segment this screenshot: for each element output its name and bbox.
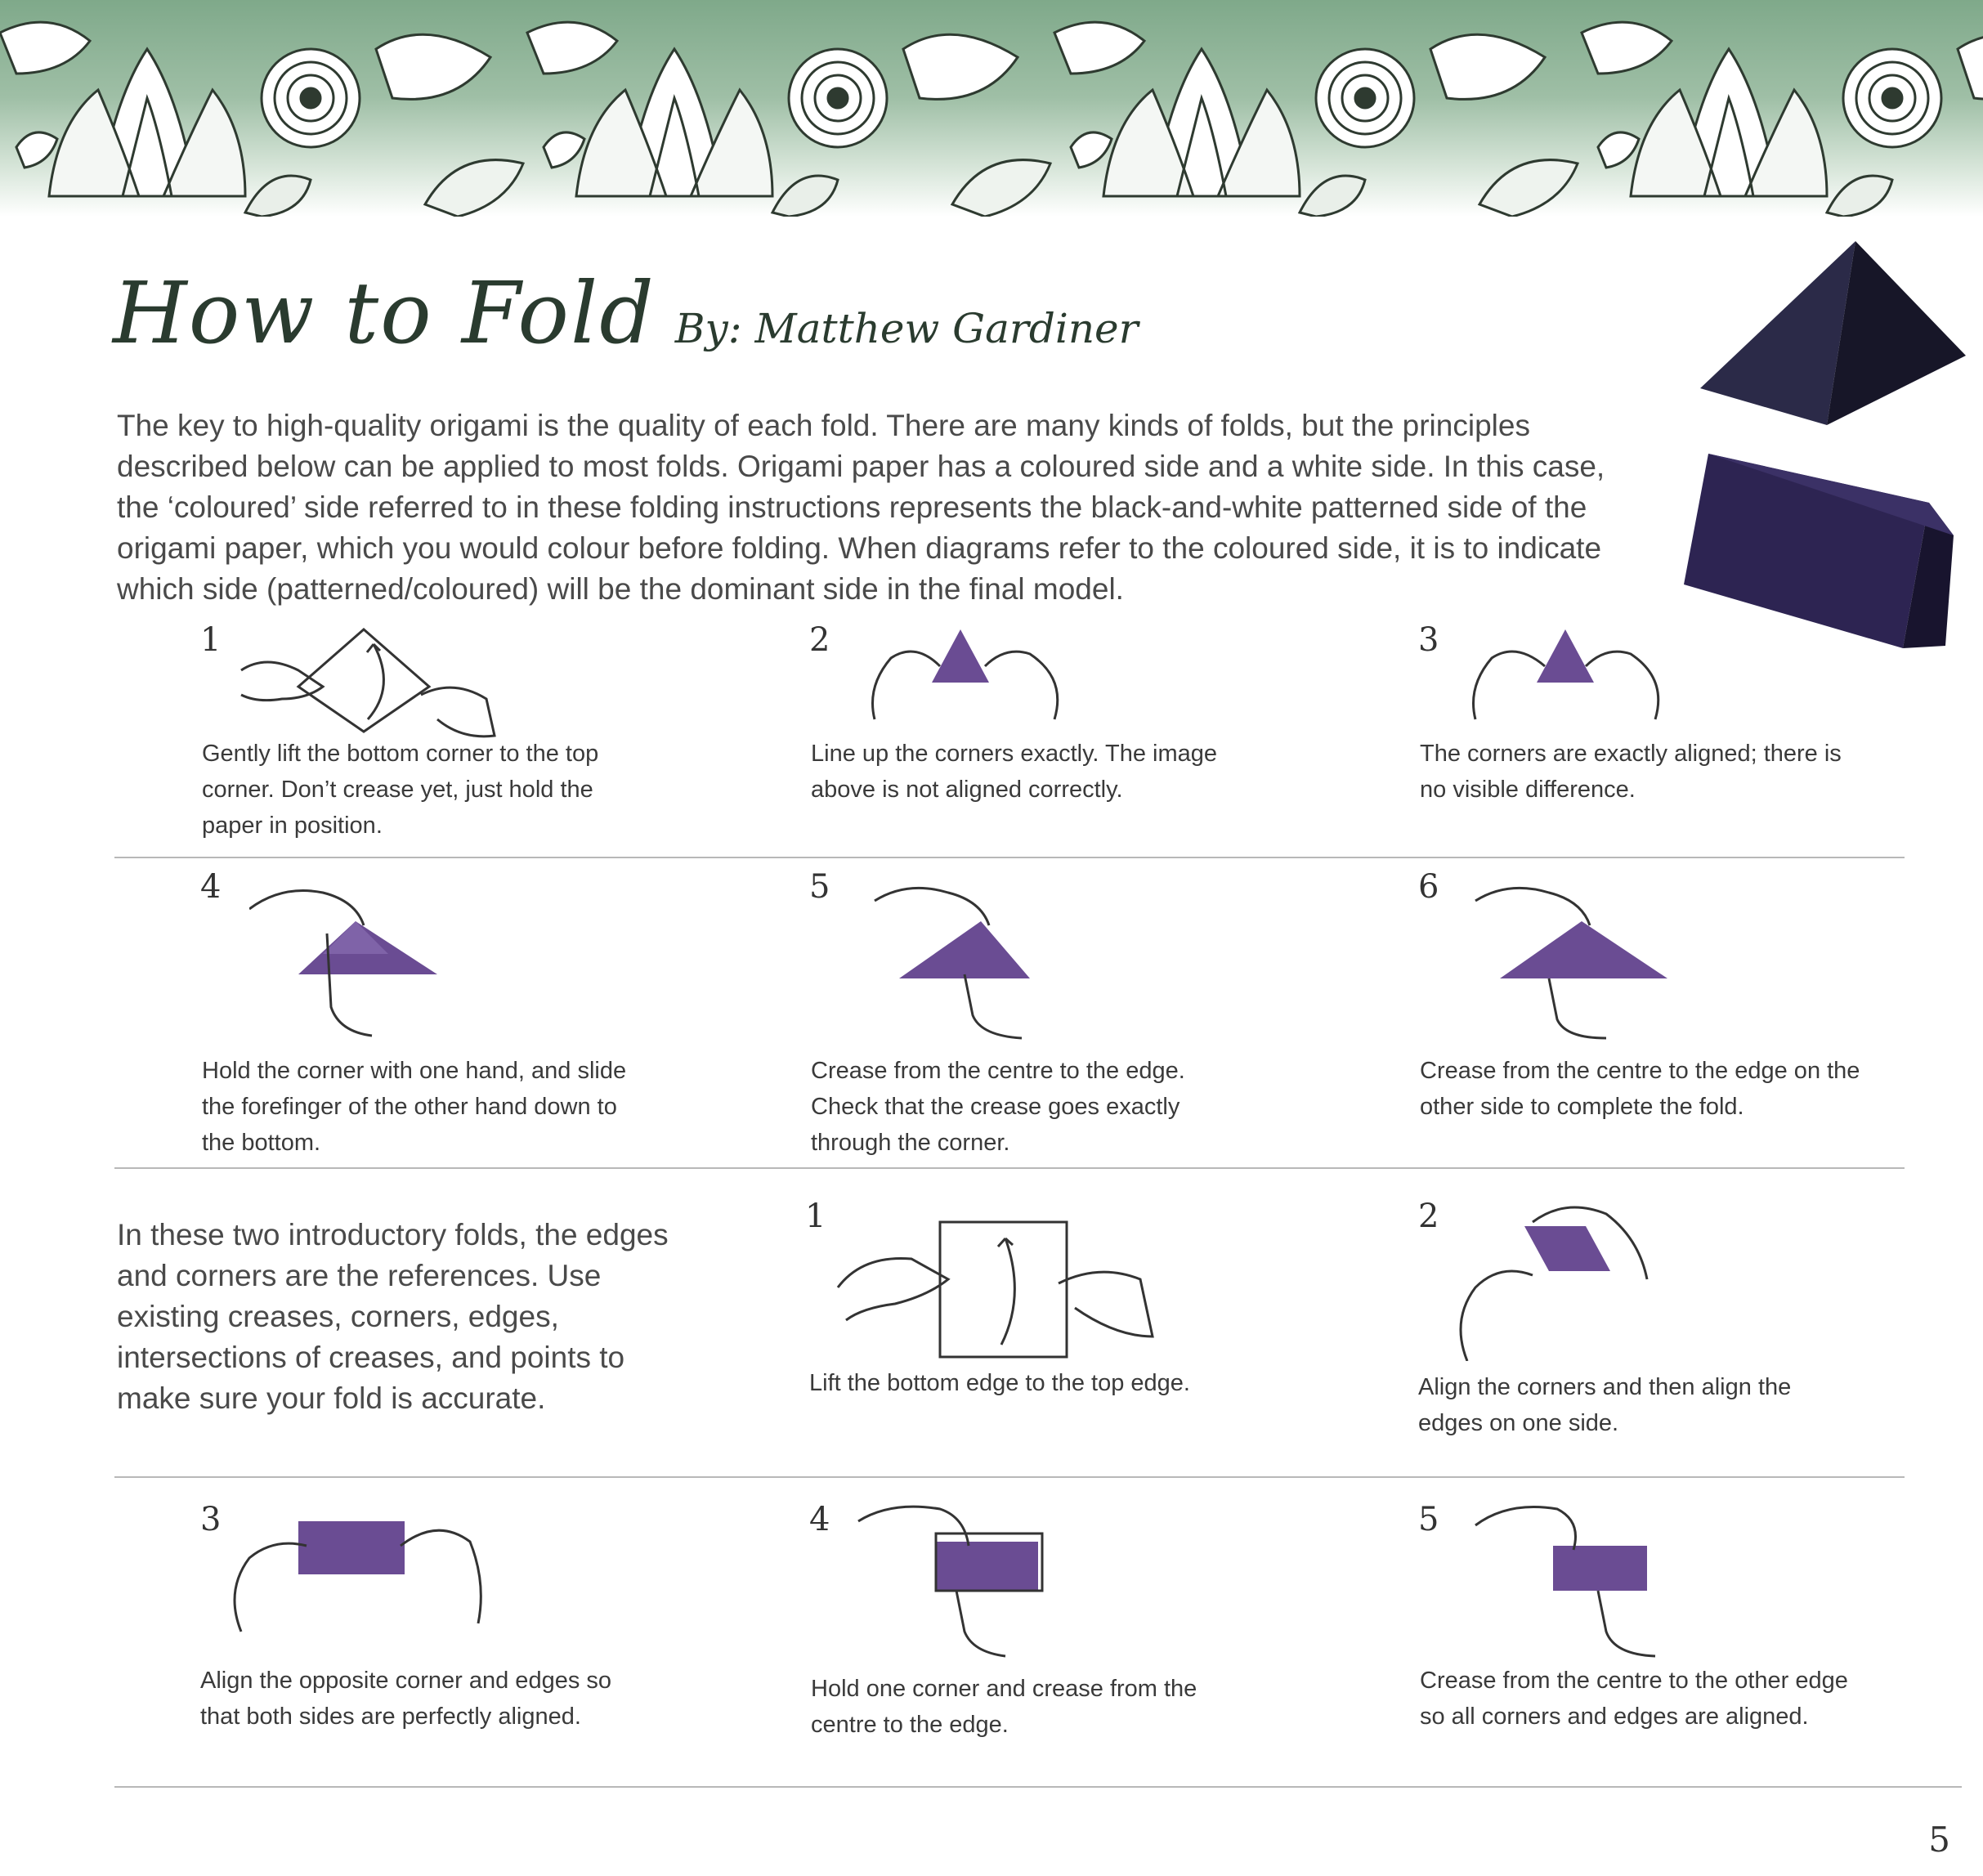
step-caption: Align the opposite corner and edges so that both sides are perfectly aligned. [200, 1668, 612, 1730]
step-caption: Crease from the centre to the edge on the other side to complete the fold. [1420, 1058, 1860, 1120]
hand-creasing-other-side-illustration [1467, 876, 1696, 1040]
step-number: 2 [809, 621, 830, 659]
hand-creasing-centre-illustration [866, 876, 1095, 1040]
section-divider [114, 857, 1905, 858]
section-divider [114, 1167, 1905, 1169]
step-caption: Hold the corner with one hand, and slide the forefinger of the other hand down to the bottom. [202, 1058, 627, 1156]
decorative-floral-banner [0, 0, 1983, 217]
step-number: 1 [200, 621, 222, 659]
step-caption: Lift the bottom edge to the top edge. [809, 1370, 1190, 1396]
hands-aligning-opposite-corner-illustration [225, 1501, 495, 1640]
step-caption: The corners are exactly aligned; there is no visible difference. [1420, 741, 1842, 803]
hand-holding-corner-illustration [850, 1501, 1095, 1664]
page-title [113, 263, 1139, 363]
section-divider [114, 1476, 1905, 1478]
title-text: How to Fold [113, 263, 656, 363]
step-number: 1 [805, 1198, 826, 1235]
step-number: 2 [1418, 1198, 1439, 1235]
prism-model [1684, 454, 1954, 648]
step-number: 4 [200, 868, 222, 906]
section-divider [114, 1786, 1962, 1788]
step-number: 5 [809, 868, 830, 906]
page-number: 5 [1928, 1820, 1950, 1860]
hands-corners-aligned-illustration [1467, 621, 1672, 728]
step-number: 6 [1418, 868, 1439, 906]
hand-creasing-other-edge-illustration [1467, 1501, 1712, 1664]
step-caption: Gently lift the bottom corner to the top corner. Don’t crease yet, just hold the paper in position. [202, 741, 599, 839]
folded-models-image [1684, 233, 1978, 666]
step-number: 3 [1418, 621, 1439, 659]
intro-paragraph: The key to high-quality origami is the quality of each fold. There are many kinds of folds, but the principles described below can be applied to most folds. Origami paper has a coloured side and a white side. In this case, the ‘coloured’ side referred to in these folding instructions represents the black-and-white patterned side of the origami paper, which you would colour before folding. When diagrams refer to the coloured side, it is to indicate which side (patterned/coloured) will be the dominant side in the final model. [117, 409, 1605, 606]
section-2-intro: In these two introductory folds, the edges and corners are the references. Use existing creases, corners, edges, intersections of creases, and points to make sure your fold is accurate. [117, 1218, 669, 1415]
step-number: 4 [809, 1501, 830, 1538]
step-caption: Hold one corner and crease from the centre to the edge. [811, 1676, 1197, 1738]
hands-aligning-corners-illustration [866, 621, 1071, 728]
step-caption: Crease from the centre to the other edge so all corners and edges are aligned. [1420, 1668, 1848, 1730]
step-caption: Line up the corners exactly. The image above is not aligned correctly. [811, 741, 1218, 803]
step-number: 5 [1418, 1501, 1439, 1538]
author-byline: By: Matthew Gardiner [674, 305, 1139, 352]
hands-lifting-edge-illustration [830, 1214, 1173, 1369]
floral-pattern-illustration [0, 0, 1983, 217]
step-number: 3 [200, 1501, 222, 1538]
hand-sliding-finger-illustration [249, 876, 495, 1040]
hands-aligning-edges-illustration [1451, 1198, 1696, 1361]
hands-lifting-corner-illustration [233, 621, 511, 744]
step-caption: Align the corners and then align the edges on one side. [1418, 1374, 1792, 1436]
step-caption: Crease from the centre to the edge. Check that the crease goes exactly through the corner. [811, 1058, 1185, 1156]
pyramid-model [1700, 241, 1966, 425]
